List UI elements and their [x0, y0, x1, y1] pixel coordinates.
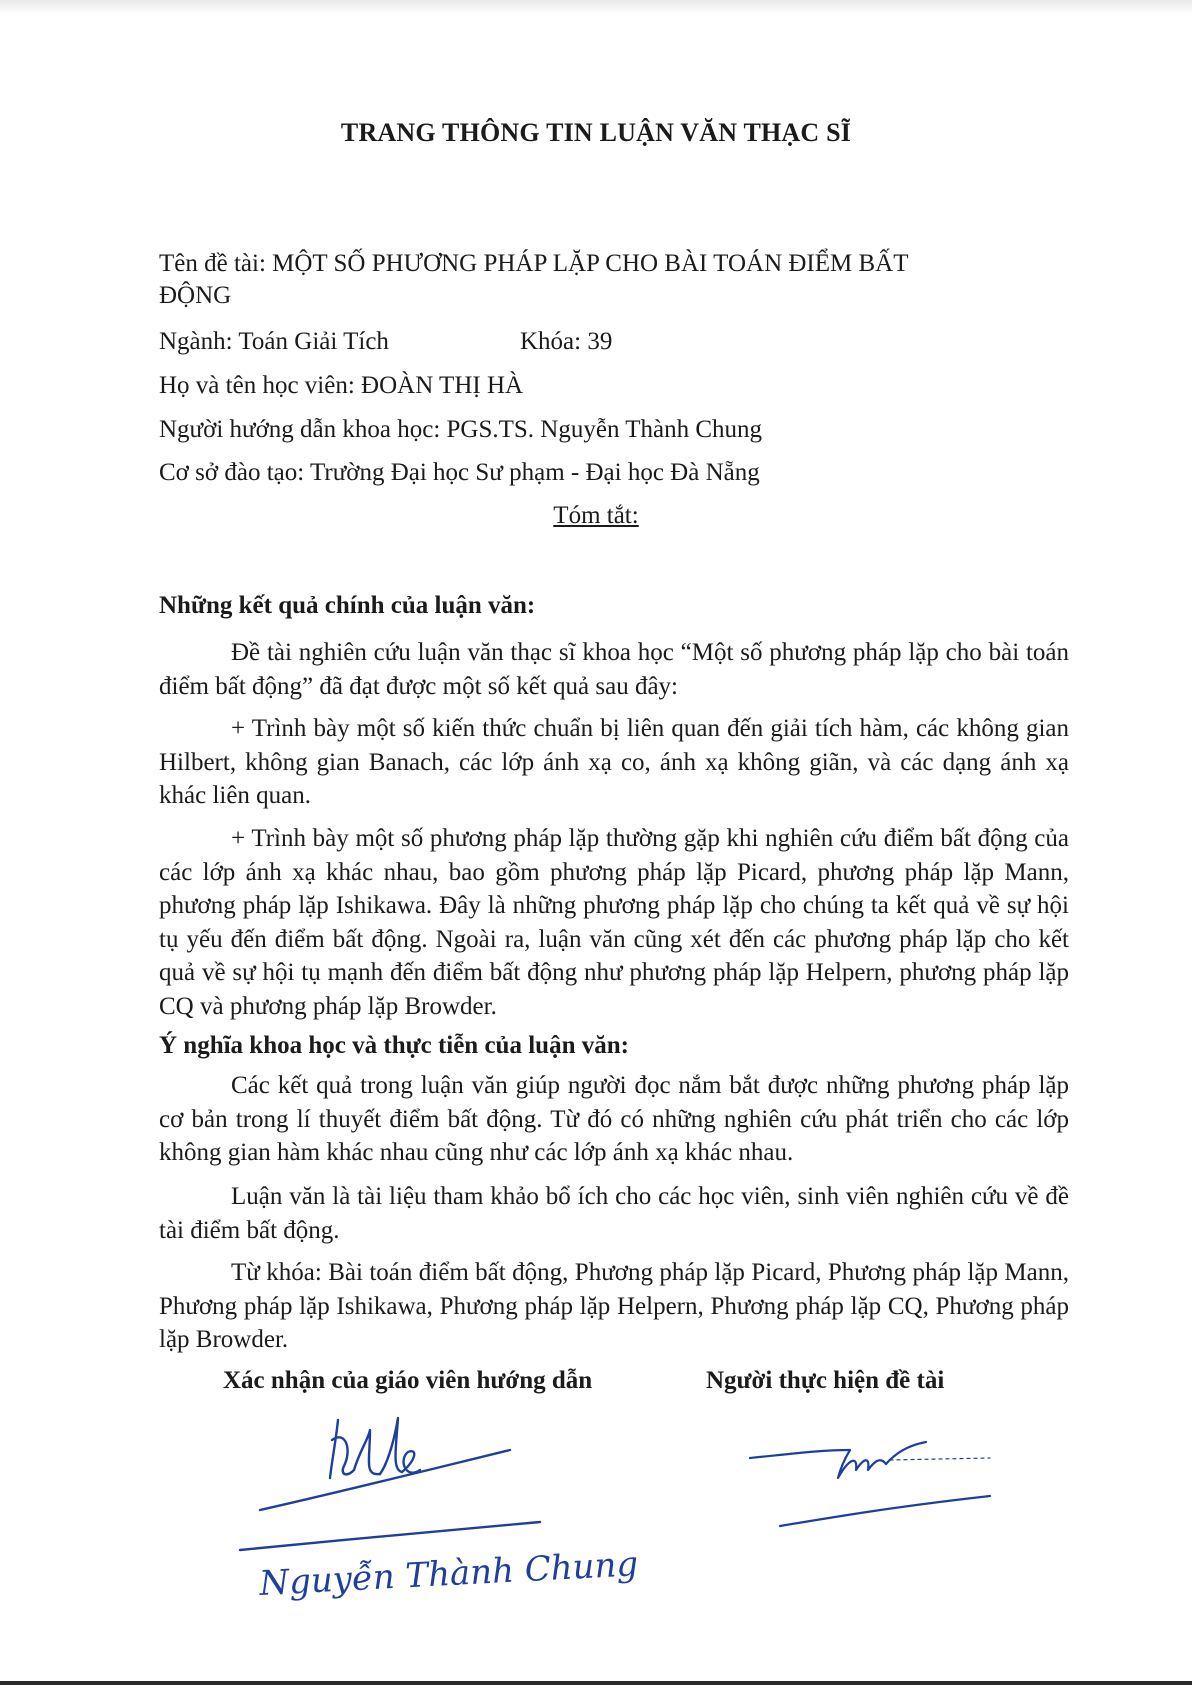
advisor-signature: [220, 1400, 640, 1620]
advisor-field: Người hướng dẫn khoa học: PGS.TS. Nguyễn Thành Chung: [159, 416, 763, 443]
significance-paragraph-2: Luận văn là tài liệu tham khảo bổ ích cho các học viên, sinh viên nghiên cứu về đề tài điểm bất động.: [159, 1183, 1069, 1244]
results-paragraph-3: + Trình bày một số phương pháp lặp thường gặp khi nghiên cứu điểm bất động của các lớp ánh xạ khác nhau, bao gồm phương pháp lặp Picard, phương pháp lặp Mann, phương pháp lặp Ishikawa. Đây là những phương pháp lặp cho chúng ta kết quả về sự hội tụ yếu đến điểm bất động. Ngoài ra, luận văn cũng xét đến các phương pháp lặp cho kết quả về sự hội tụ mạnh đến điểm bất động như phương pháp lặp Helpern, phương pháp lặp CQ và phương pháp lặp Browder.: [159, 825, 1069, 1020]
significance-paragraph-1: Các kết quả trong luận văn giúp người đọc nắm bắt được những phương pháp lặp cơ bản trong lí thuyết điểm bất động. Từ đó có những nghiên cứu phát triển cho các lớp không gian hàm khác nhau cũng như các lớp ánh xạ khác nhau.: [159, 1072, 1069, 1166]
student-field: Họ và tên học viên: ĐOÀN THỊ HÀ: [159, 372, 524, 399]
scan-bottom-edge: [0, 1681, 1192, 1685]
results-paragraph-2: + Trình bày một số kiến thức chuẩn bị liên quan đến giải tích hàm, các không gian Hilbert, không gian Banach, các lớp ánh xạ co, ánh xạ không giãn, và các dạng ánh xạ khác liên quan.: [159, 715, 1069, 809]
topic-line-1: Tên đề tài: MỘT SỐ PHƯƠNG PHÁP LẶP CHO BÀI TOÁN ĐIỂM BẤT: [159, 250, 909, 277]
course-field: Khóa: 39: [520, 328, 613, 355]
results-heading: Những kết quả chính của luận văn:: [159, 592, 536, 619]
summary-label: Tóm tắt:: [553, 502, 639, 529]
page-title: TRANG THÔNG TIN LUẬN VĂN THẠC SĨ: [340, 118, 852, 147]
scan-shadow: [0, 0, 1192, 14]
topic-line-2: ĐỘNG: [159, 282, 232, 309]
advisor-handwritten-name: [257, 1544, 639, 1604]
keywords-paragraph: Từ khóa: Bài toán điểm bất động, Phương pháp lặp Picard, Phương pháp lặp Mann, Phương pháp lặp Ishikawa, Phương pháp lặp Helpern, Phương pháp lặp CQ, Phương pháp lặp Browder.: [159, 1259, 1069, 1353]
author-signature: [740, 1430, 1020, 1540]
institution-field: Cơ sở đào tạo: Trường Đại học Sư phạm - Đại học Đà Nẵng: [159, 459, 760, 486]
advisor-handwritten-name-text: Nguyễn Thành Chung: [258, 1544, 640, 1604]
author-signature-label: Người thực hiện đề tài: [706, 1367, 945, 1394]
advisor-signature-label: Xác nhận của giáo viên hướng dẫn: [223, 1367, 593, 1394]
results-paragraph-1: Đề tài nghiên cứu luận văn thạc sĩ khoa học “Một số phương pháp lặp cho bài toán điểm bất động” đã đạt được một số kết quả sau đây:: [159, 639, 1069, 700]
major-field: Ngành: Toán Giải Tích: [159, 328, 389, 355]
significance-heading: Ý nghĩa khoa học và thực tiễn của luận văn:: [159, 1032, 629, 1059]
